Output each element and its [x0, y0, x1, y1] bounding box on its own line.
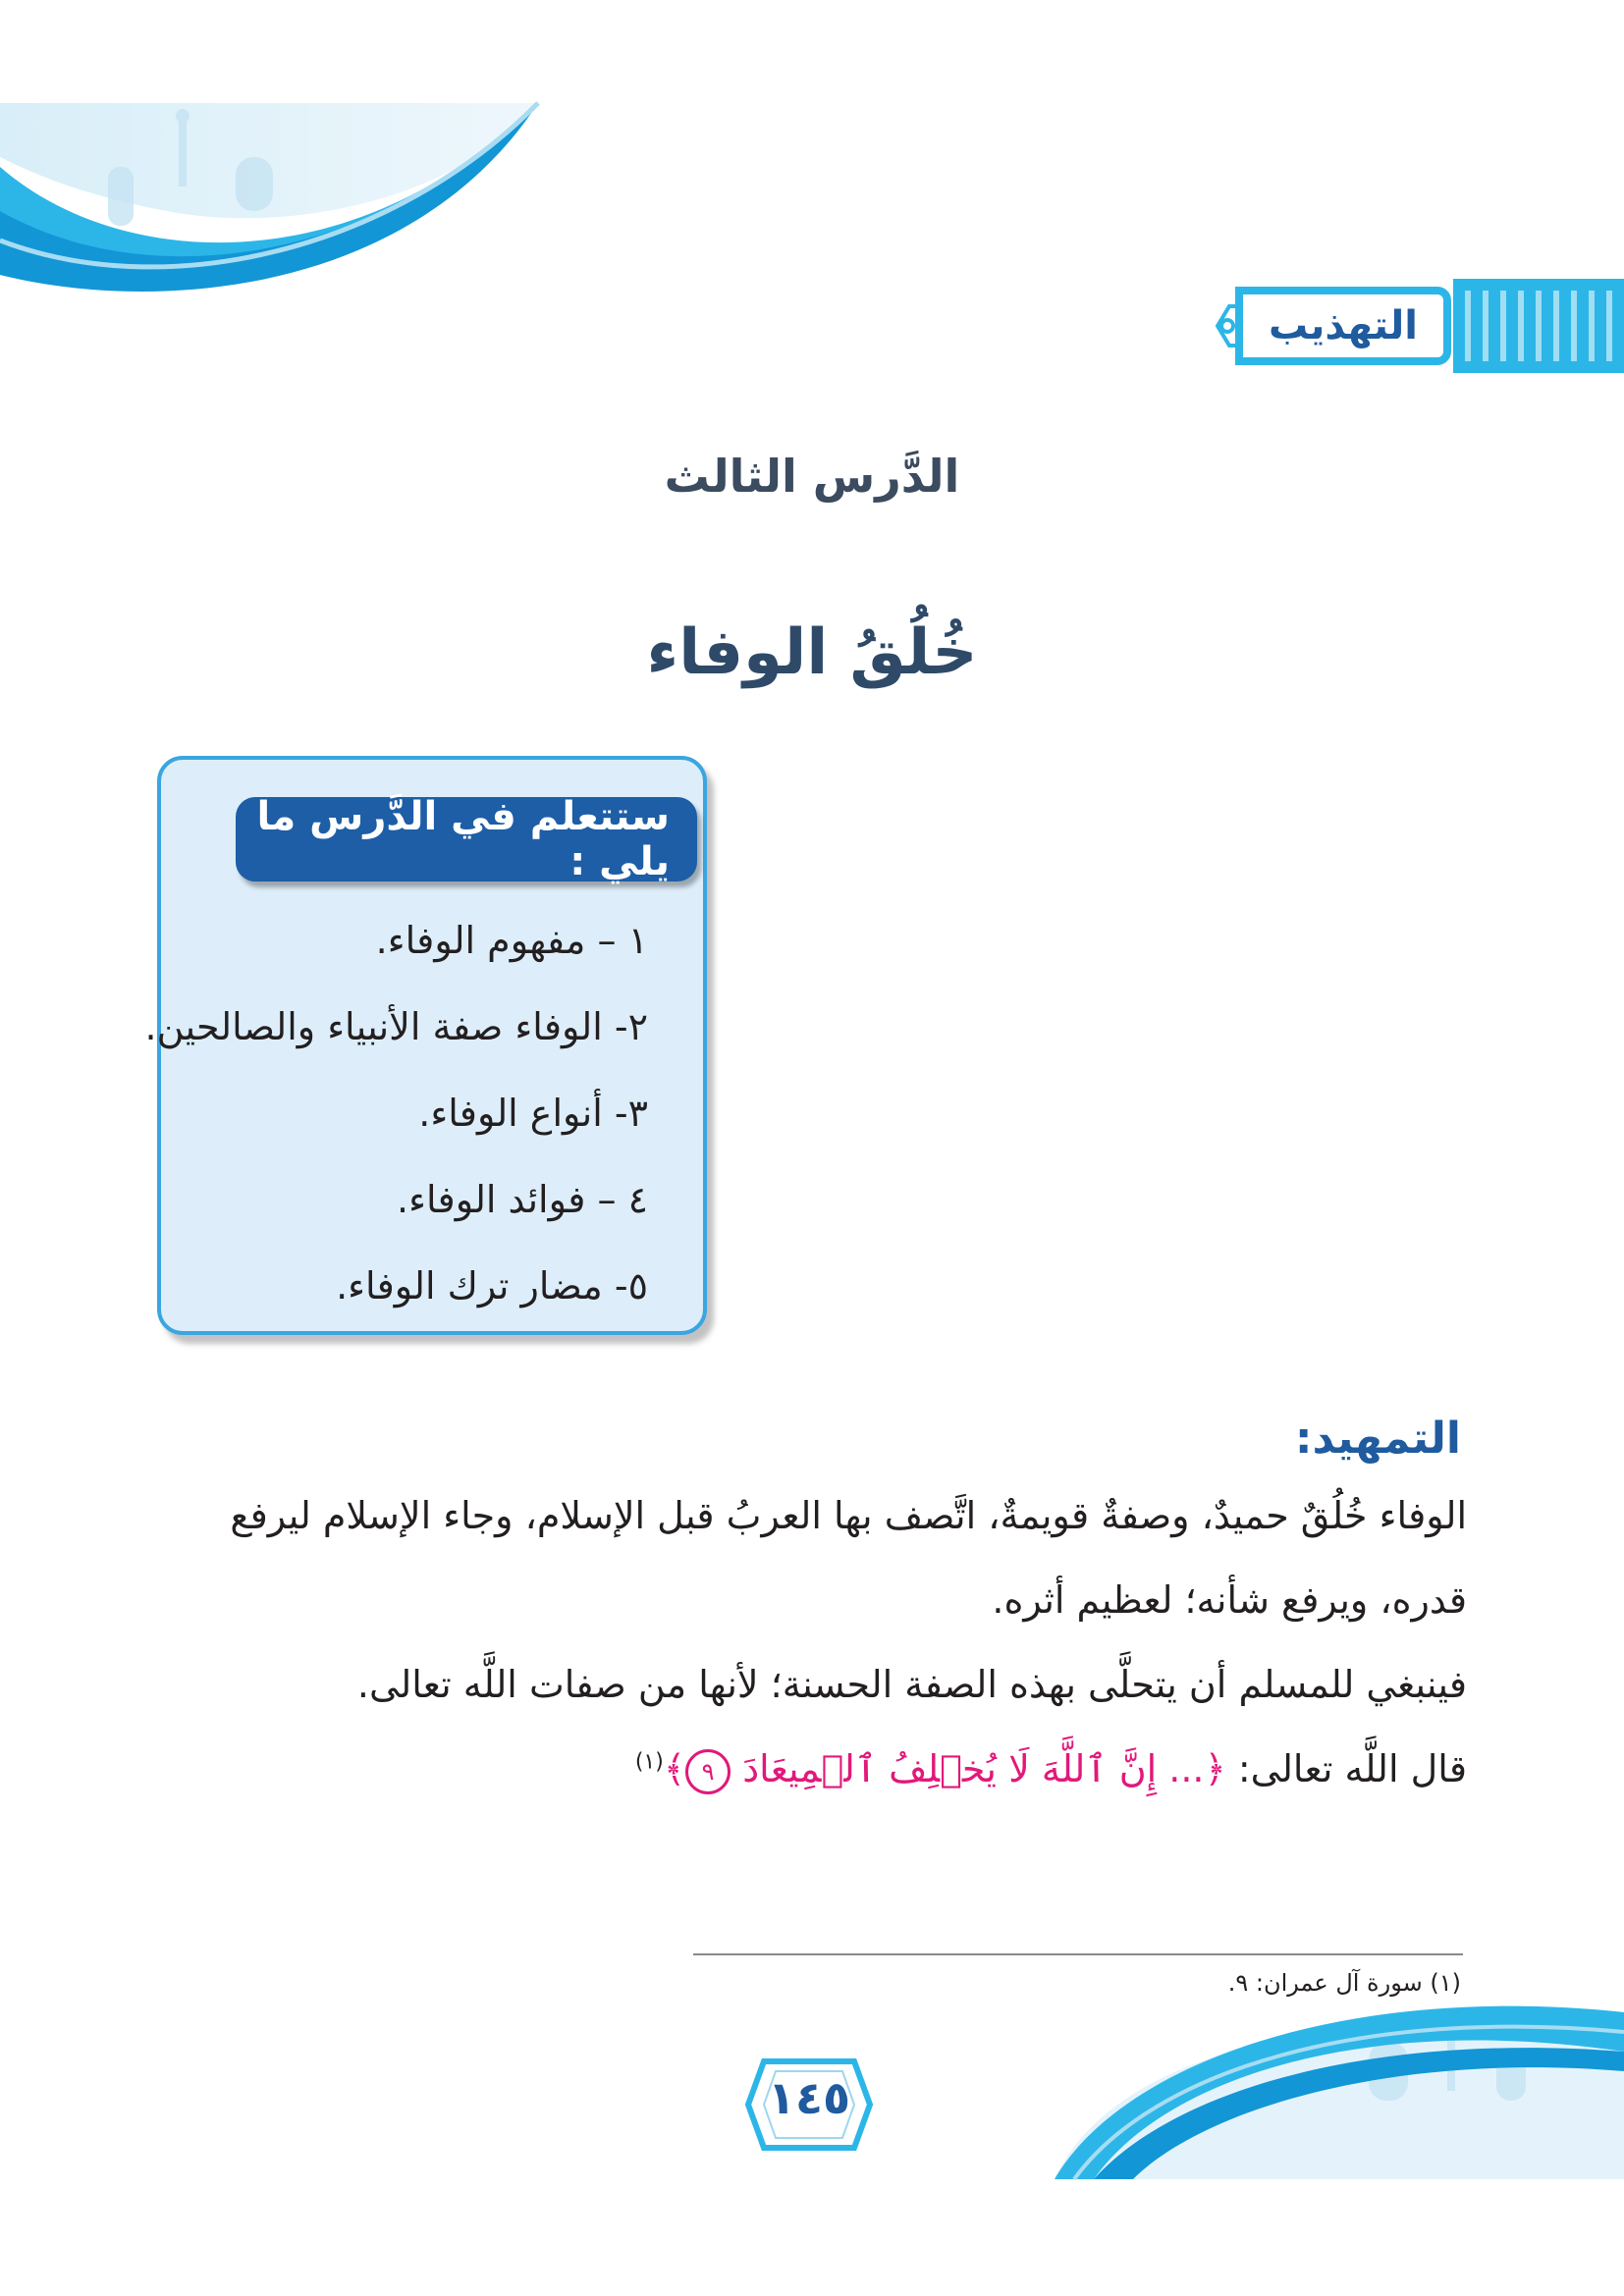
section-tab: [1235, 287, 1451, 365]
intro-paragraph-line: فينبغي للمسلم أن يتحلَّى بهذه الصفة الحسنة؛ لأنها من صفات اللَّه تعالى.: [356, 1663, 1467, 1706]
verse-number: ٩: [685, 1749, 731, 1794]
section-tab-label: التهذيب: [1269, 303, 1418, 348]
intro-heading: التمهيد:: [1294, 1414, 1461, 1464]
objective-item: ١ – مفهوم الوفاء.: [375, 919, 648, 962]
quran-quote: ... إِنَّ ٱللَّهَ لَا يُخۡلِفُ ٱلۡمِيعَادَ: [742, 1747, 1205, 1790]
quran-brace-open: ﴿: [1204, 1747, 1226, 1790]
intro-paragraph-line: قدره، ويرفع شأنه؛ لعظيم أثره.: [992, 1578, 1467, 1622]
objectives-header: ستتعلم في الدَّرس ما يلي :: [236, 797, 697, 881]
footnote: (١) سورة آل عمران: ٩.: [1227, 1969, 1461, 1997]
quran-brace-close: ﴾: [663, 1747, 686, 1790]
objectives-box: [144, 756, 707, 1335]
objective-item: ٥- مضار ترك الوفاء.: [336, 1264, 648, 1308]
footnote-marker: (١): [634, 1749, 664, 1775]
top-wave-decoration: [0, 0, 609, 294]
objective-item: ٤ – فوائد الوفاء.: [397, 1178, 648, 1221]
objective-item: ٢- الوفاء صفة الأنبياء والصالحين.: [144, 1005, 648, 1048]
quote-intro: قال اللَّه تعالى:: [1237, 1747, 1467, 1790]
objectives-list: [145, 897, 648, 1329]
intro-paragraph-line: الوفاء خُلُقٌ حميدٌ، وصفةٌ قويمةٌ، اتَّصف بها العربُ قبل الإسلام، وجاء الإسلام ليرفع: [230, 1494, 1467, 1537]
bottom-wave-decoration: [1035, 1944, 1624, 2238]
objective-item: ٣- أنواع الوفاء.: [418, 1092, 648, 1135]
lesson-number: الدَّرس الثالث: [664, 450, 960, 503]
page-number: ١٤٥: [767, 2071, 851, 2124]
lesson-title: خُلُقُ الوفاء: [646, 616, 978, 689]
quote-line: [147, 1747, 1467, 1794]
